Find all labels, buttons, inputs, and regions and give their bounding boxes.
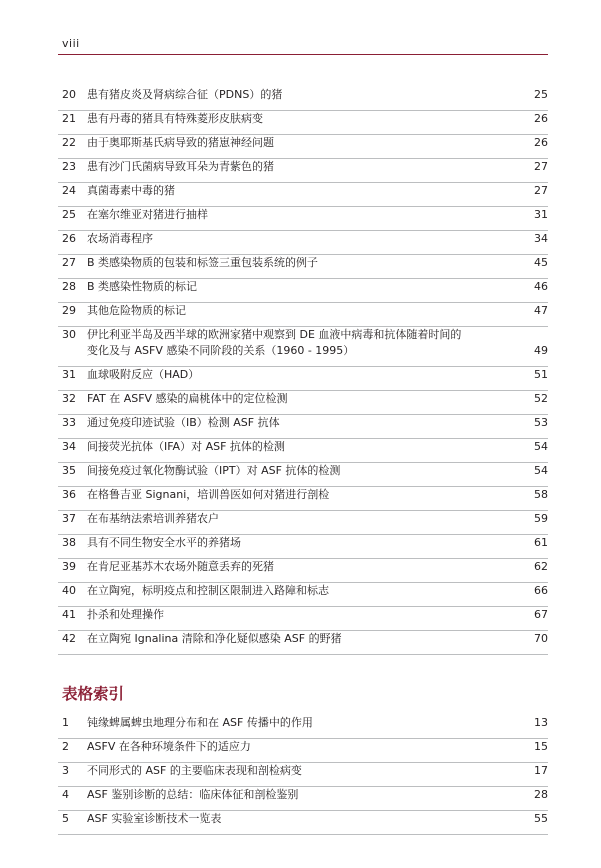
table-entry [0, 715, 601, 739]
figure-entry [0, 87, 601, 111]
figure-entry [0, 487, 601, 511]
table-entry-page: 28 [534, 788, 548, 801]
figure-entry-number: 35 [62, 464, 76, 477]
table-entry-title [87, 811, 507, 827]
table-entry-number: 3 [62, 764, 69, 777]
figure-entry-title [87, 559, 507, 575]
figure-entry-title [87, 535, 507, 551]
table-entry-page: 15 [534, 740, 548, 753]
figure-entry [0, 535, 601, 559]
figure-entry-page: 53 [534, 416, 548, 429]
figure-entry-number: 39 [62, 560, 76, 573]
figure-entry-title [87, 391, 507, 407]
figure-entry [0, 583, 601, 607]
table-entry-title-line: ASF 鉴别诊断的总结：临床体征和剖检鉴别 [87, 788, 299, 801]
figure-entry-page: 58 [534, 488, 548, 501]
figure-entry-title [87, 279, 507, 295]
figure-entry-title [87, 303, 507, 319]
figure-entry-number: 25 [62, 208, 76, 221]
figure-entry-number: 26 [62, 232, 76, 245]
table-entry-page: 55 [534, 812, 548, 825]
figure-entry-page: 45 [534, 256, 548, 269]
figure-entry-page: 26 [534, 112, 548, 125]
table-entry-number: 5 [62, 812, 69, 825]
figure-entry-title-line: 在立陶宛 Ignalina 清除和净化疑似感染 ASF 的野猪 [87, 632, 342, 645]
figure-entry-title [87, 255, 507, 271]
figure-entry-title-line: 真菌毒素中毒的猪 [87, 184, 175, 197]
figure-entry-number: 28 [62, 280, 76, 293]
figure-entry-title [87, 159, 507, 175]
figure-entry [0, 279, 601, 303]
figure-entry [0, 255, 601, 279]
figure-entry-title [87, 87, 507, 103]
figure-entry-title [87, 511, 507, 527]
figure-entry-title [87, 631, 507, 647]
figure-entry-title [87, 231, 507, 247]
figure-entry [0, 607, 601, 631]
figure-entry-number: 31 [62, 368, 76, 381]
table-entry-page: 17 [534, 764, 548, 777]
figure-entry-number: 37 [62, 512, 76, 525]
figure-entry-page: 70 [534, 632, 548, 645]
figure-entry-page: 51 [534, 368, 548, 381]
figure-entry-page: 49 [534, 344, 548, 357]
table-entry-title [87, 715, 507, 731]
figure-entry [0, 135, 601, 159]
figure-entry [0, 463, 601, 487]
figure-entry [0, 303, 601, 327]
row-separator [58, 834, 548, 835]
figure-entry-title-line: 其他危险物质的标记 [87, 304, 186, 317]
figure-entry-number: 40 [62, 584, 76, 597]
figure-entry-title-line: 农场消毒程序 [87, 232, 153, 245]
figure-entry-title-line: B 类感染物质的包装和标签三重包装系统的例子 [87, 256, 319, 269]
figure-entry-number: 38 [62, 536, 76, 549]
figure-entry-title-line: FAT 在 ASFV 感染的扁桃体中的定位检测 [87, 392, 288, 405]
figure-entry-title [87, 327, 507, 359]
figure-entry-number: 36 [62, 488, 76, 501]
figure-entry-page: 66 [534, 584, 548, 597]
figure-entry-title [87, 207, 507, 223]
figure-entry-page: 25 [534, 88, 548, 101]
figure-entry-title-line: 在立陶宛，标明疫点和控制区限制进入路障和标志 [87, 584, 329, 597]
figure-entry-title-line: 通过免疫印迹试验（IB）检测 ASF 抗体 [87, 416, 280, 429]
figure-entry-title [87, 367, 507, 383]
table-entry [0, 739, 601, 763]
figure-entry [0, 631, 601, 655]
figure-entry [0, 415, 601, 439]
figure-entry-number: 34 [62, 440, 76, 453]
figure-entry-title [87, 463, 507, 479]
figure-entry-number: 30 [62, 328, 76, 341]
figure-entry-title [87, 135, 507, 151]
table-entry-page: 13 [534, 716, 548, 729]
figure-entry [0, 439, 601, 463]
table-entry-title-line: ASFV 在各种环境条件下的适应力 [87, 740, 251, 753]
table-entry-number: 2 [62, 740, 69, 753]
figure-entry-page: 46 [534, 280, 548, 293]
figure-entry-page: 26 [534, 136, 548, 149]
figure-entry-title-line: 血球吸附反应（HAD） [87, 368, 200, 381]
figure-entry-page: 54 [534, 440, 548, 453]
table-entry-title [87, 739, 507, 755]
figure-entry [0, 159, 601, 183]
figure-entry-title-line: 扑杀和处理操作 [87, 608, 164, 621]
figure-entry-title-line: 间接免疫过氧化物酶试验（IPT）对 ASF 抗体的检测 [87, 464, 341, 477]
table-entry-title [87, 763, 507, 779]
figure-entry-number: 42 [62, 632, 76, 645]
figure-entry-title-line: 变化及与 ASFV 感染不同阶段的关系（1960 - 1995） [87, 344, 355, 357]
figure-entry-number: 20 [62, 88, 76, 101]
figure-entry-title [87, 583, 507, 599]
figure-entry-page: 47 [534, 304, 548, 317]
figure-entry-number: 32 [62, 392, 76, 405]
figure-entry-number: 33 [62, 416, 76, 429]
figure-entry-page: 67 [534, 608, 548, 621]
figure-entry-title [87, 607, 507, 623]
figure-entry-page: 52 [534, 392, 548, 405]
figure-entry-page: 62 [534, 560, 548, 573]
table-entry-title-line: 不同形式的 ASF 的主要临床表现和剖检病变 [87, 764, 302, 777]
table-entry [0, 763, 601, 787]
figure-entry-number: 22 [62, 136, 76, 149]
figure-entry-title-line: 在格鲁吉亚 Signani，培训兽医如何对猪进行剖检 [87, 488, 330, 501]
figure-entry-title-line: 由于奥耶斯基氏病导致的猪崽神经问题 [87, 136, 274, 149]
figure-entry [0, 367, 601, 391]
table-entry-number: 4 [62, 788, 69, 801]
figure-entry [0, 183, 601, 207]
figure-entry-title-line: 患有丹毒的猪具有特殊菱形皮肤病变 [87, 112, 263, 125]
figure-entry-title-line: 间接荧光抗体（IFA）对 ASF 抗体的检测 [87, 440, 285, 453]
figure-entry-title-line: 患有猪皮炎及肾病综合征（PDNS）的猪 [87, 88, 283, 101]
figure-entry [0, 111, 601, 135]
figure-entry-title [87, 487, 507, 503]
figure-entry-title-line: 具有不同生物安全水平的养猪场 [87, 536, 241, 549]
figure-entry-title-line: 患有沙门氏菌病导致耳朵为青紫色的猪 [87, 160, 274, 173]
figure-entry-number: 41 [62, 608, 76, 621]
figure-entry [0, 391, 601, 415]
figure-entry-title-line: 在布基纳法索培训养猪农户 [87, 512, 219, 525]
figure-entry-number: 29 [62, 304, 76, 317]
row-separator [58, 654, 548, 655]
figure-entry [0, 511, 601, 535]
tables-heading: 表格索引 [62, 685, 125, 703]
figure-entry-title-line: 伊比利亚半岛及西半球的欧洲家猪中观察到 DE 血液中病毒和抗体随着时间的 [87, 328, 462, 341]
figure-entry-title-line: 在塞尔维亚对猪进行抽样 [87, 208, 208, 221]
figure-entry-page: 59 [534, 512, 548, 525]
figure-entry-title-line: B 类感染性物质的标记 [87, 280, 198, 293]
figure-entry-title [87, 439, 507, 455]
header-rule [58, 54, 548, 55]
figure-entry [0, 207, 601, 231]
table-entry-title [87, 787, 507, 803]
figure-entry-page: 31 [534, 208, 548, 221]
table-entry-title-line: ASF 实验室诊断技术一览表 [87, 812, 222, 825]
figure-entry-number: 24 [62, 184, 76, 197]
figure-entry-title-line: 在肯尼亚基苏木农场外随意丢弃的死猪 [87, 560, 274, 573]
figure-entry-page: 27 [534, 184, 548, 197]
table-entry-number: 1 [62, 716, 69, 729]
figure-entry-number: 27 [62, 256, 76, 269]
figure-entry [0, 231, 601, 255]
figure-entry-title [87, 183, 507, 199]
table-entry-title-line: 钝缘蜱属蜱虫地理分布和在 ASF 传播中的作用 [87, 716, 313, 729]
figure-entry [0, 559, 601, 583]
figure-entry-title [87, 415, 507, 431]
figure-entry-number: 23 [62, 160, 76, 173]
figure-entry-page: 61 [534, 536, 548, 549]
table-entry [0, 787, 601, 811]
table-entry [0, 811, 601, 835]
figure-entry-title [87, 111, 507, 127]
figure-entry-page: 34 [534, 232, 548, 245]
figure-entry-number: 21 [62, 112, 76, 125]
figure-entry [0, 327, 601, 367]
figure-entry-page: 54 [534, 464, 548, 477]
figure-entry-page: 27 [534, 160, 548, 173]
page-number: viii [62, 37, 80, 50]
